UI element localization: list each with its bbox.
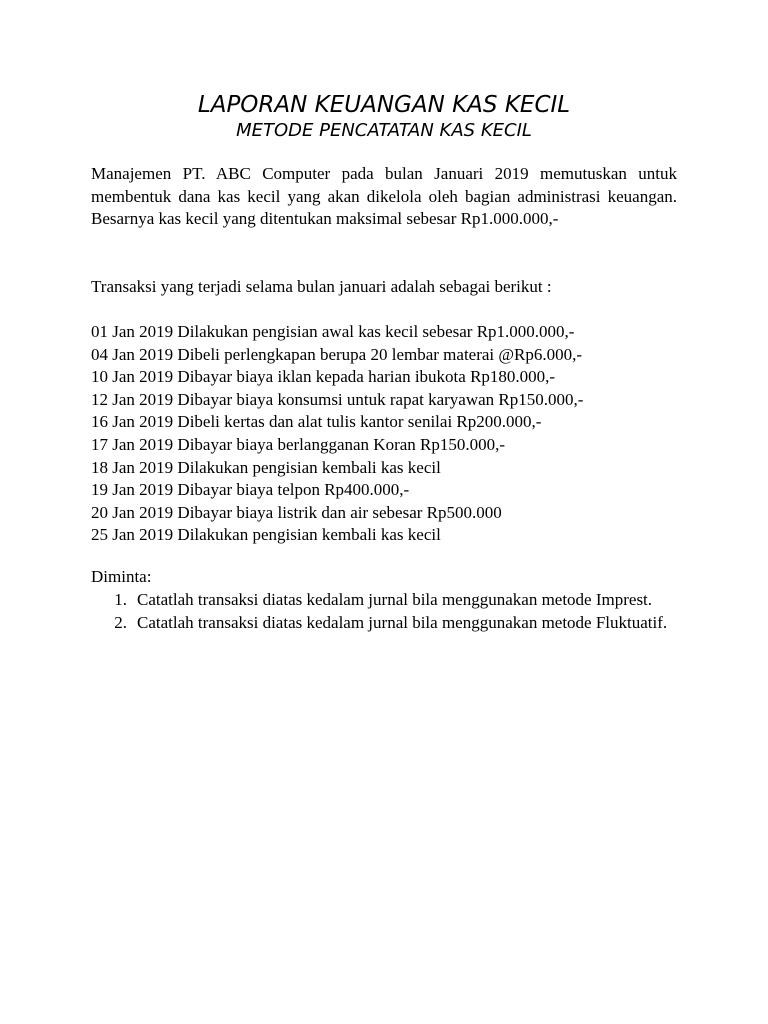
transaction-item: 17 Jan 2019 Dibayar biaya berlangganan Koran Rp150.000,-	[91, 434, 506, 454]
requirement-text: Catatlah transaksi diatas kedalam jurnal bila menggunakan metode Imprest.	[137, 590, 653, 609]
transaction-item: 20 Jan 2019 Dibayar biaya listrik dan air sebesar Rp500.000	[91, 502, 502, 522]
document-title: LAPORAN KEUANGAN KAS KECIL	[197, 92, 571, 118]
transaction-item: 12 Jan 2019 Dibayar biaya konsumsi untuk rapat karyawan Rp150.000,-	[91, 389, 584, 409]
transaction-item: 10 Jan 2019 Dibayar biaya iklan kepada harian ibukota Rp180.000,-	[91, 367, 556, 387]
transaction-item: 19 Jan 2019 Dibayar biaya telpon Rp400.000,-	[91, 480, 410, 500]
transactions-intro: Transaksi yang terjadi selama bulan januari adalah sebagai berikut :	[91, 277, 552, 296]
transaction-item: 01 Jan 2019 Dilakukan pengisian awal kas kecil sebesar Rp1.000.000,-	[91, 322, 575, 341]
requirement-item	[91, 589, 677, 612]
transaction-item: 18 Jan 2019 Dilakukan pengisian kembali kas kecil	[91, 457, 441, 477]
requirements-label: Diminta:	[91, 567, 152, 586]
requirement-text: Catatlah transaksi diatas kedalam jurnal bila menggunakan metode Fluktuatif.	[137, 612, 668, 632]
requirement-item	[91, 612, 677, 635]
requirements-list	[91, 589, 677, 634]
transaction-list	[91, 321, 677, 547]
transaction-item: 16 Jan 2019 Dibeli kertas dan alat tulis kantor senilai Rp200.000,-	[91, 412, 542, 432]
intro-paragraph: Manajemen PT. ABC Computer pada bulan Januari 2019 memutuskan untuk membentuk dana kas kecil yang akan dikelola oleh bagian administrasi keuangan. Besarnya kas kecil yang ditentukan maksimal sebesar Rp1.000.000,-	[91, 164, 677, 229]
requirement-number: 2.	[114, 612, 127, 632]
document-subtitle: METODE PENCATATAN KAS KECIL	[236, 120, 532, 141]
requirement-number: 1.	[114, 590, 127, 609]
transaction-item: 04 Jan 2019 Dibeli perlengkapan berupa 20 lembar materai @Rp6.000,-	[91, 344, 583, 364]
transaction-item: 25 Jan 2019 Dilakukan pengisian kembali kas kecil	[91, 525, 441, 545]
